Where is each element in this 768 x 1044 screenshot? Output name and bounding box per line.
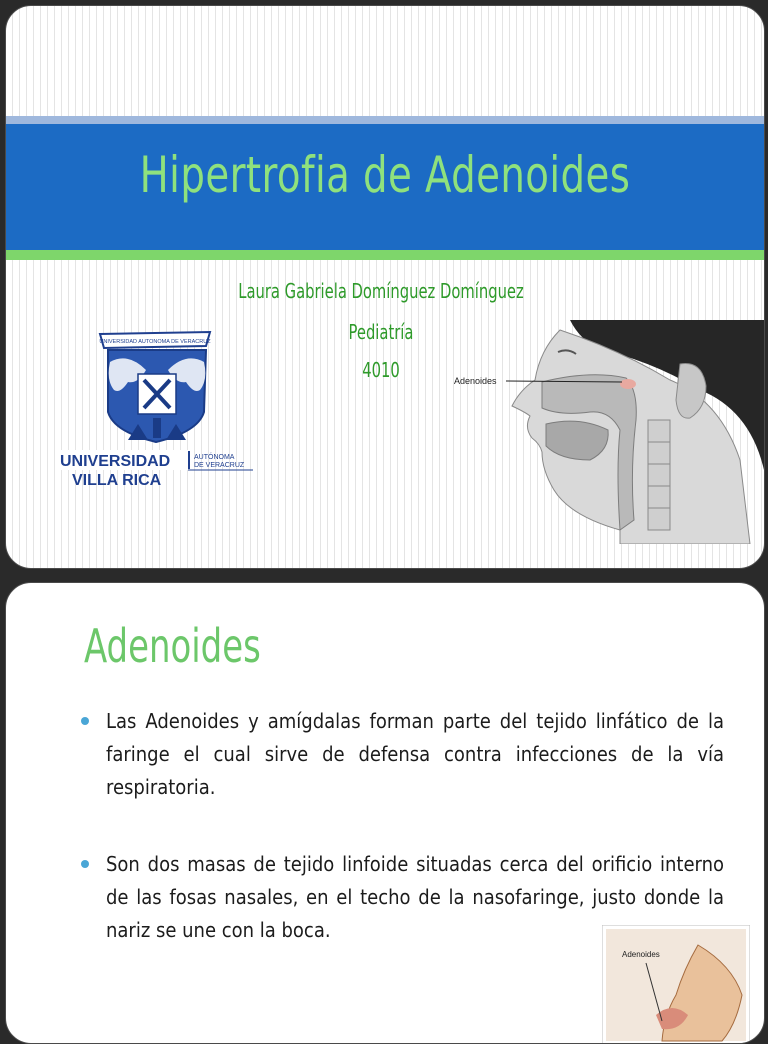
wordmark-tag2: DE VERACRUZ — [194, 462, 245, 469]
wordmark-tag1: AUTÓNOMA — [194, 454, 235, 461]
bullet-dot-icon — [81, 717, 89, 725]
bullet-dot-icon — [81, 860, 89, 868]
adenoid-highlight — [620, 379, 636, 389]
wordmark-line2: VILLA RICA — [72, 472, 162, 489]
title-band-top — [6, 116, 764, 124]
title-band-bottom — [6, 250, 764, 260]
title-slide — [5, 5, 765, 569]
section-heading: Adenoides — [84, 619, 261, 673]
bullet-item — [84, 705, 724, 804]
head-anatomy-image — [450, 320, 764, 544]
seal-text: UNIVERSIDAD AUTONOMA DE VERACRUZ — [99, 339, 211, 345]
wordmark-line1: UNIVERSIDAD — [60, 453, 171, 470]
diagram-label: Adenoides — [622, 950, 660, 959]
course-name: Pediatría — [348, 320, 414, 344]
bullet-text: Son dos masas de tejido linfoide situadas cerca del orificio interno de las fosas nasales, en el techo de la nasofaringe, justo donde la nariz se une con la boca. — [106, 852, 724, 942]
anatomy-label: Adenoides — [454, 376, 497, 386]
author-name: Laura Gabriela Domínguez Domínguez — [238, 279, 524, 303]
wordmark-divider — [188, 451, 190, 469]
spine-shape — [648, 420, 670, 530]
university-logo — [58, 322, 258, 497]
bullet-text: Las Adenoides y amígdalas forman parte del tejido linfático de la faringe el cual sirve de defensa contra infecciones de la vía respiratoria. — [106, 709, 724, 799]
nasal-diagram-image — [602, 925, 750, 1044]
cactus-icon — [153, 418, 161, 438]
group-number: 4010 — [362, 358, 400, 382]
slide-title: Hipertrofia de Adenoides — [139, 146, 631, 204]
content-slide — [5, 582, 765, 1044]
